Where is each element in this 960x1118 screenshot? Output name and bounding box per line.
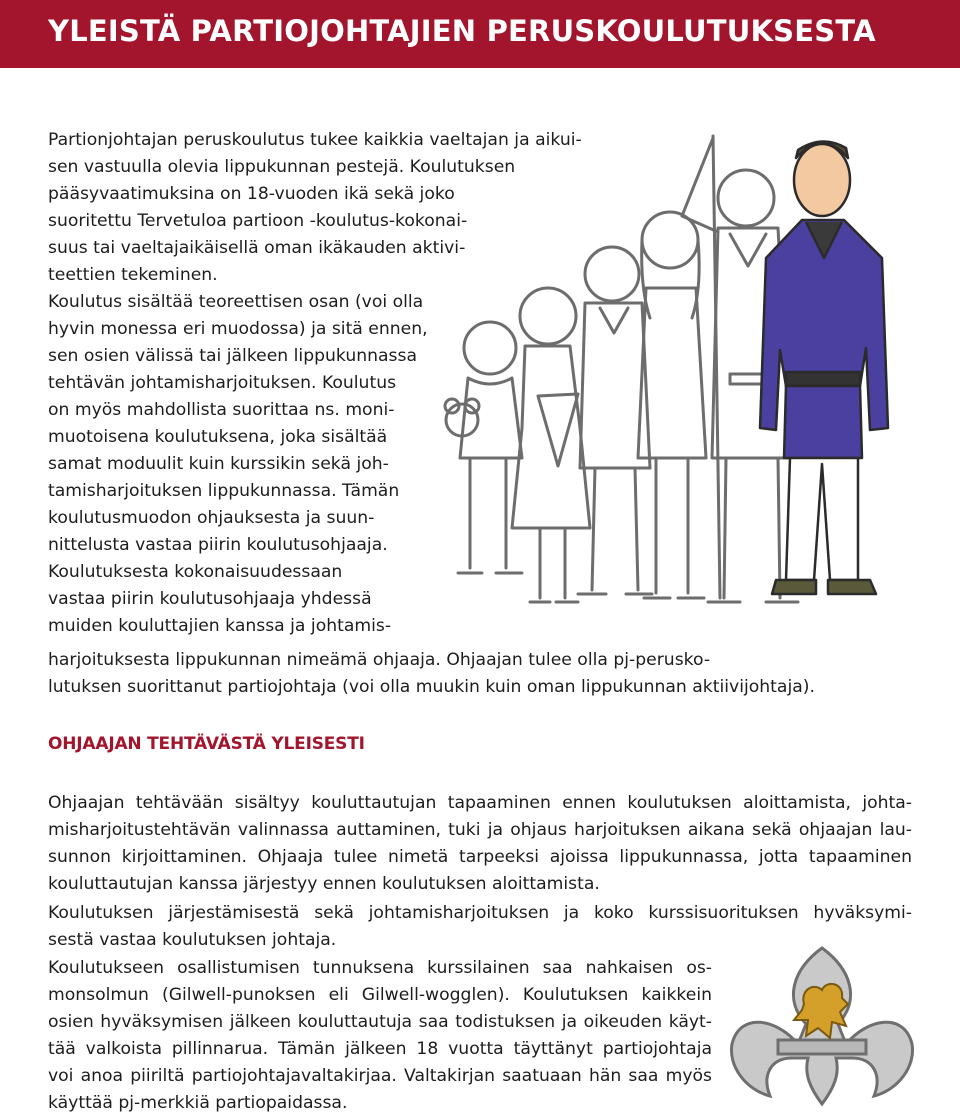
section-line: osien hyväksymisen jälkeen kouluttautuja saa todistuksen ja oikeuden käyt- (48, 1012, 712, 1032)
section-line: kouluttautujan kanssa järjestyy ennen koulutuksen aloittamista. (48, 874, 600, 894)
section-line: sunnon kirjoittaminen. Ohjaaja tulee nimetä tarpeeksi ajoissa lippukunnassa, jotta tapaaminen (48, 847, 912, 867)
intro-line: harjoituksesta lippukunnan nimeämä ohjaaja. Ohjaajan tulee olla pj-perusko- (48, 650, 711, 670)
section-line: voi anoa piiriltä partiojohtajavaltakirjaa. Valtakirjan saatuaan hän saa myös (48, 1066, 712, 1086)
intro-line: hyvin monessa eri muodossa) ja sitä ennen, (48, 319, 428, 339)
intro-line: pääsyvaatimuksina on 18-vuoden ikä sekä joko (48, 184, 455, 204)
section-line: misharjoitustehtävän valinnassa auttaminen, tuki ja ohjaus harjoituksen aikana sekä ohjaajan lau- (48, 820, 912, 840)
intro-line: sen osien välissä tai jälkeen lippukunnassa (48, 346, 418, 366)
intro-line: Koulutus sisältää teoreettisen osan (voi olla (48, 292, 424, 312)
intro-line: sen vastuulla olevia lippukunnan pestejä. Koulutuksen (48, 157, 516, 177)
section-line: Koulutukseen osallistumisen tunnuksena kurssilainen saa nahkaisen os- (48, 958, 712, 978)
intro-line: Partionjohtajan peruskoulutus tukee kaikkia vaeltajan ja aikui- (48, 130, 582, 150)
scouts-group-illustration (430, 128, 960, 630)
intro-line: samat moduulit kuin kurssikin sekä joh- (48, 454, 389, 474)
page-title: YLEISTÄ PARTIOJOHTAJIEN PERUSKOULUTUKSESTA (48, 14, 876, 48)
section-line: monsolmun (Gilwell-punoksen eli Gilwell-wogglen). Koulutuksen kaikkein (48, 985, 712, 1005)
intro-line: vastaa piirin koulutusohjaaja yhdessä (48, 589, 372, 609)
section-heading: OHJAAJAN TEHTÄVÄSTÄ YLEISESTI (48, 734, 365, 754)
intro-line: suus tai vaeltajaikäisellä oman ikäkauden aktivi- (48, 238, 466, 258)
intro-line: muiden kouluttajien kanssa ja johtamis- (48, 616, 392, 636)
intro-line: tehtävän johtamisharjoituksen. Koulutus (48, 373, 397, 393)
title-banner (0, 0, 960, 68)
section-line: käyttää pj-merkkiä partiopaidassa. (48, 1093, 348, 1113)
intro-line: Koulutuksesta kokonaisuudessaan (48, 562, 343, 582)
intro-line: on myös mahdollista suorittaa ns. moni- (48, 400, 395, 420)
section-line: sestä vastaa koulutuksen johtaja. (48, 930, 337, 950)
intro-line: koulutusmuodon ohjauksesta ja suun- (48, 508, 375, 528)
intro-line: suoritettu Tervetuloa partioon -koulutus-kokonai- (48, 211, 468, 231)
intro-line: lutuksen suorittanut partiojohtaja (voi olla muukin kuin oman lippukunnan aktiivijohtaja). (48, 677, 815, 697)
section-line: Ohjaajan tehtävään sisältyy kouluttautujan tapaaminen ennen koulutuksen aloittamista, johta- (48, 793, 912, 813)
intro-line: tamisharjoituksen lippukunnassa. Tämän (48, 481, 400, 501)
pj-badge-icon (722, 940, 922, 1112)
section-line: tää valkoista pillinnarua. Tämän jälkeen 18 vuotta täyttänyt partiojohtaja (48, 1039, 712, 1059)
intro-line: nittelusta vastaa piirin koulutusohjaaja. (48, 535, 388, 555)
intro-line: teettien tekeminen. (48, 265, 218, 285)
intro-line: muotoisena koulutuksena, joka sisältää (48, 427, 388, 447)
section-line: Koulutuksen järjestämisestä sekä johtamisharjoituksen ja koko kurssisuorituksen hyväksymi- (48, 903, 912, 923)
